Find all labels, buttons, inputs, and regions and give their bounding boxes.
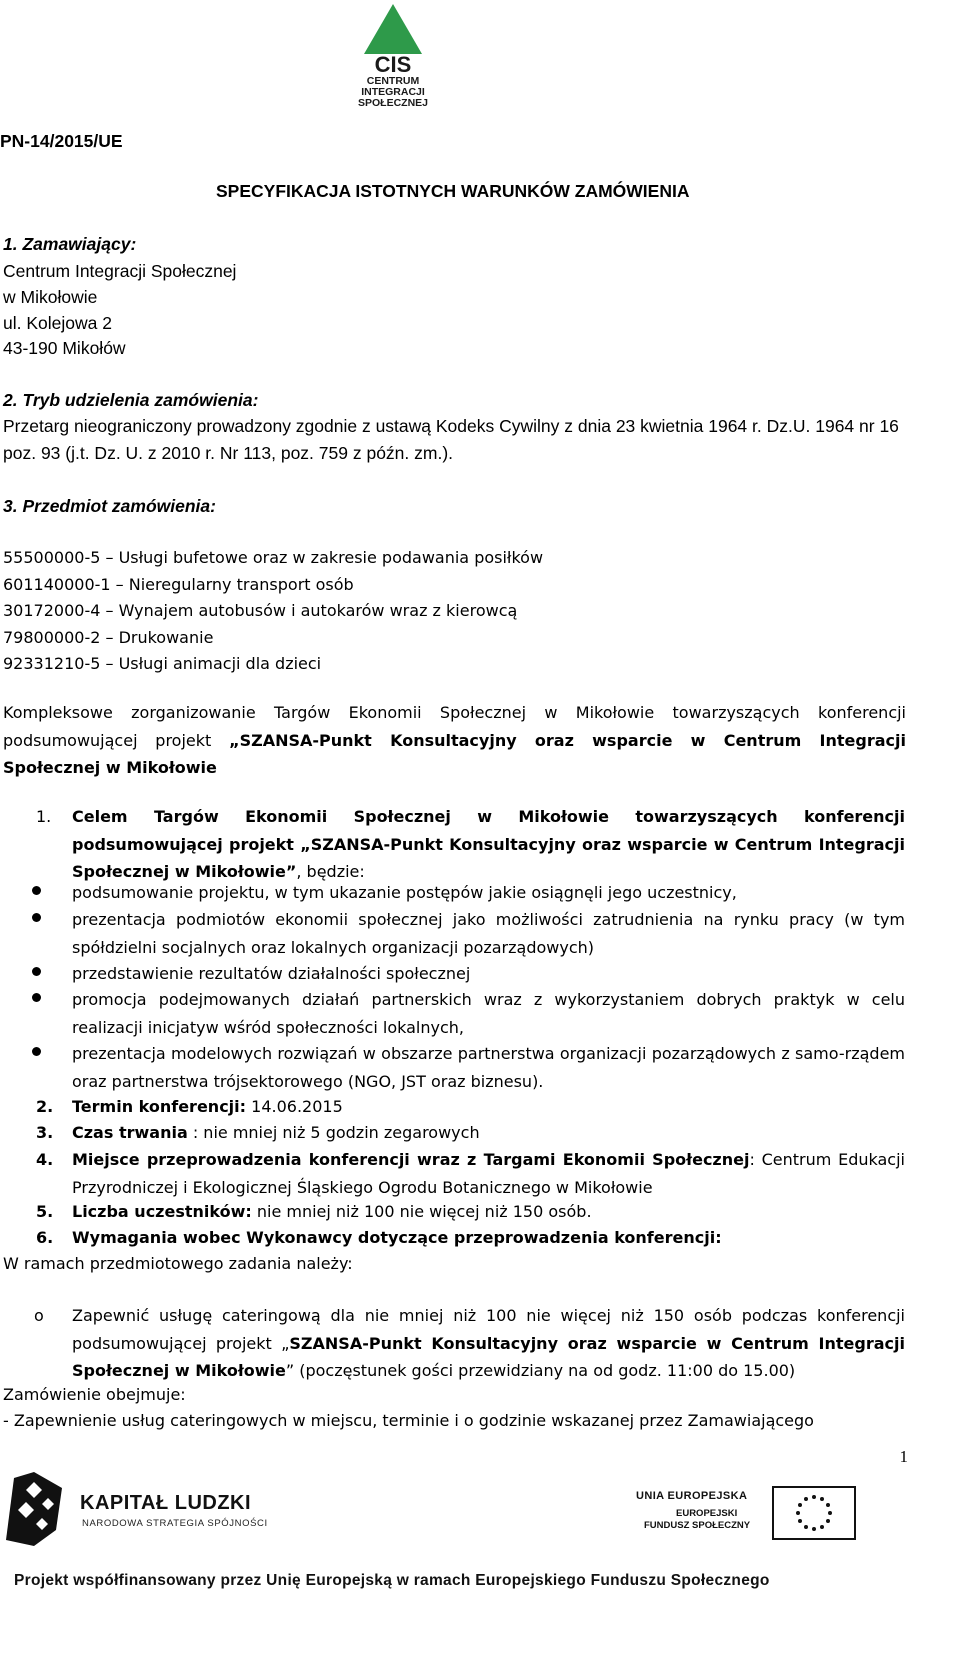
ordering-party-name: Centrum Integracji Społecznej xyxy=(3,261,237,281)
subject-intro-paragraph xyxy=(3,699,906,782)
task-text-end: ” (poczęstunek gości przewidziany na od godz. 11:00 do 15.00) xyxy=(285,1361,796,1380)
kapital-ludzki-emblem xyxy=(4,1470,66,1548)
item-3-number: 3. xyxy=(36,1123,54,1142)
item-2-number: 2. xyxy=(36,1097,54,1116)
section-2-heading: 2. Tryb udzielenia zamówienia: xyxy=(3,390,259,410)
bullet-dot xyxy=(32,967,41,976)
item-6-label: Wymagania wobec Wykonawcy dotyczące przeprowadzenia konferencji: xyxy=(72,1228,722,1247)
item-1-number: 1. xyxy=(36,807,52,826)
task-text-start: Zapewnić usługę cateringową dla nie mniej niż 100 nie więcej niż 150 osób podczas konferencji podsumowującej projekt „ xyxy=(72,1306,905,1353)
logo-cis-text: CIS xyxy=(374,52,412,77)
item-1-bold: Celem Targów Ekonomii Społecznej w Mikołowie towarzyszących konferencji podsumowującej projekt „SZANSA-Punkt Konsultacyjny oraz wsparcie w Centrum Integracji Społecznej w Mikołowie” xyxy=(72,807,905,881)
cofinancing-statement: Projekt współfinansowany przez Unię Europejską w ramach Europejskiego Funduszu Społecznego xyxy=(14,1572,770,1589)
cpv-code-list xyxy=(3,544,543,678)
bullet-item-3: przedstawienie rezultatów działalności społecznej xyxy=(72,964,471,983)
item-4-label: Miejsce przeprowadzenia konferencji wraz z Targami Ekonomii Społecznej xyxy=(72,1150,750,1169)
cis-logo-mark xyxy=(338,2,448,114)
kapital-ludzki-subtitle: NARODOWA STRATEGIA SPÓJNOŚCI xyxy=(82,1518,268,1529)
eu-stars-circle xyxy=(774,1488,854,1538)
cpv-code-item: 79800000-2 – Drukowanie xyxy=(3,627,214,647)
page-number: 1 xyxy=(899,1447,908,1466)
tasks-intro: W ramach przedmiotowego zadania należy: xyxy=(3,1254,353,1273)
kapital-ludzki-title: KAPITAŁ LUDZKI xyxy=(80,1492,252,1514)
cpv-code-item: 55500000-5 – Usługi bufetowe oraz w zakresie podawania posiłków xyxy=(3,548,544,567)
task-item-catering xyxy=(72,1302,905,1385)
logo-line-3: SPOŁECZNEJ xyxy=(357,97,429,109)
item-5-label: Liczba uczestników: xyxy=(72,1202,252,1221)
item-2-text xyxy=(72,1093,905,1121)
bullet-item-1: podsumowanie projektu, w tym ukazanie postępów jakie osiągnęli jego uczestnicy, xyxy=(72,883,737,902)
item-3-value: : nie mniej niż 5 godzin zegarowych xyxy=(187,1123,480,1142)
cpv-code-item: 92331210-5 – Usługi animacji dla dzieci xyxy=(3,654,322,673)
section-3-heading: 3. Przedmiot zamówienia: xyxy=(3,496,216,516)
item-6-number: 6. xyxy=(36,1228,54,1247)
item-5-number: 5. xyxy=(36,1202,54,1221)
item-4-value: : Centrum Edukacji Przyrodniczej i Ekologicznej Śląskiego Ogrodu Botanicznego w Mikołowie xyxy=(72,1150,905,1197)
eu-efs-logo xyxy=(636,1486,906,1546)
eu-line-1: UNIA EUROPEJSKA xyxy=(636,1490,748,1502)
kapital-ludzki-logo xyxy=(4,1470,304,1548)
item-3-label: Czas trwania xyxy=(72,1123,188,1142)
task-project-name: SZANSA-Punkt Konsultacyjny oraz wsparcie w Centrum Integracji Społecznej w Mikołowie xyxy=(72,1333,905,1380)
eu-line-3: FUNDUSZ SPOŁECZNY xyxy=(644,1520,751,1531)
item-5-text xyxy=(72,1198,905,1226)
item-1-text xyxy=(72,803,905,886)
ordering-party-street: ul. Kolejowa 2 xyxy=(3,313,112,333)
ordering-party-postcode: 43-190 Mikołów xyxy=(3,338,126,358)
subject-project-name: „SZANSA-Punkt Konsultacyjny oraz wsparcie w Centrum Integracji Społecznej w Mikołowie xyxy=(3,730,906,777)
bullet-item-5: prezentacja modelowych rozwiązań w obszarze partnerstwa organizacji pozarządowych z samo-rządem oraz partnerstwa trójsektorowego (NGO, JST oraz biznesu). xyxy=(72,1044,905,1091)
bullet-dot xyxy=(32,1047,41,1056)
ordering-party-city: w Mikołowie xyxy=(3,287,98,307)
logo-line-1: CENTRUM xyxy=(366,75,420,87)
eu-line-2: EUROPEJSKI xyxy=(676,1508,738,1519)
item-2-label: Termin konferencji: xyxy=(72,1097,247,1116)
cpv-code-item: 30172000-4 – Wynajem autobusów i autokarów wraz z kierowcą xyxy=(3,601,518,620)
task-marker: o xyxy=(34,1306,44,1325)
scope-heading: Zamówienie obejmuje: xyxy=(3,1385,186,1404)
item-1-tail: , będzie: xyxy=(296,862,365,881)
bullet-dot xyxy=(32,913,41,922)
document-title: SPECYFIKACJA ISTOTNYCH WARUNKÓW ZAMÓWIENIA xyxy=(216,181,690,201)
bullet-dot xyxy=(32,993,41,1002)
cpv-code-item: 601140000-1 – Nieregularny transport osób xyxy=(3,574,354,594)
section-1-heading: 1. Zamawiający: xyxy=(3,234,137,254)
cis-logo xyxy=(338,2,448,114)
item-2-value: 14.06.2015 xyxy=(246,1097,343,1116)
item-3-text xyxy=(72,1119,905,1147)
item-4-text xyxy=(72,1146,905,1201)
procedure-text: Przetarg nieograniczony prowadzony zgodnie z ustawą Kodeks Cywilny z dnia 23 kwietnia 1964 r. Dz.U. 1964 nr 16 poz. 93 (j.t. Dz. U. z 2010 r. Nr 113, poz. 759 z późn. zm.). xyxy=(3,416,899,463)
scope-line: - Zapewnienie usług cateringowych w miejscu, terminie i o godzinie wskazanej przez Zamawiającego xyxy=(3,1411,814,1430)
bullet-item-4: promocja podejmowanych działań partnerskich wraz z wykorzystaniem dobrych praktyk w celu realizacji inicjatyw wśród społeczności lokalnych, xyxy=(72,990,905,1037)
logo-line-2: INTEGRACJI xyxy=(361,86,425,98)
item-4-number: 4. xyxy=(36,1150,54,1169)
bullet-dot xyxy=(32,886,41,895)
subject-intro-text: Kompleksowe zorganizowanie Targów Ekonomii Społecznej w Mikołowie towarzyszących konferencji podsumowującej projekt xyxy=(3,703,906,750)
eu-flag-icon xyxy=(772,1486,856,1540)
reference-number: PN-14/2015/UE xyxy=(0,131,123,151)
bullet-item-2: prezentacja podmiotów ekonomii społecznej jako możliwości zatrudnienia na rynku pracy (w tym spółdzielni socjalnych oraz lokalnych organizacji pozarządowych) xyxy=(72,910,905,957)
item-5-value: nie mniej niż 100 nie więcej niż 150 osób. xyxy=(251,1202,592,1221)
